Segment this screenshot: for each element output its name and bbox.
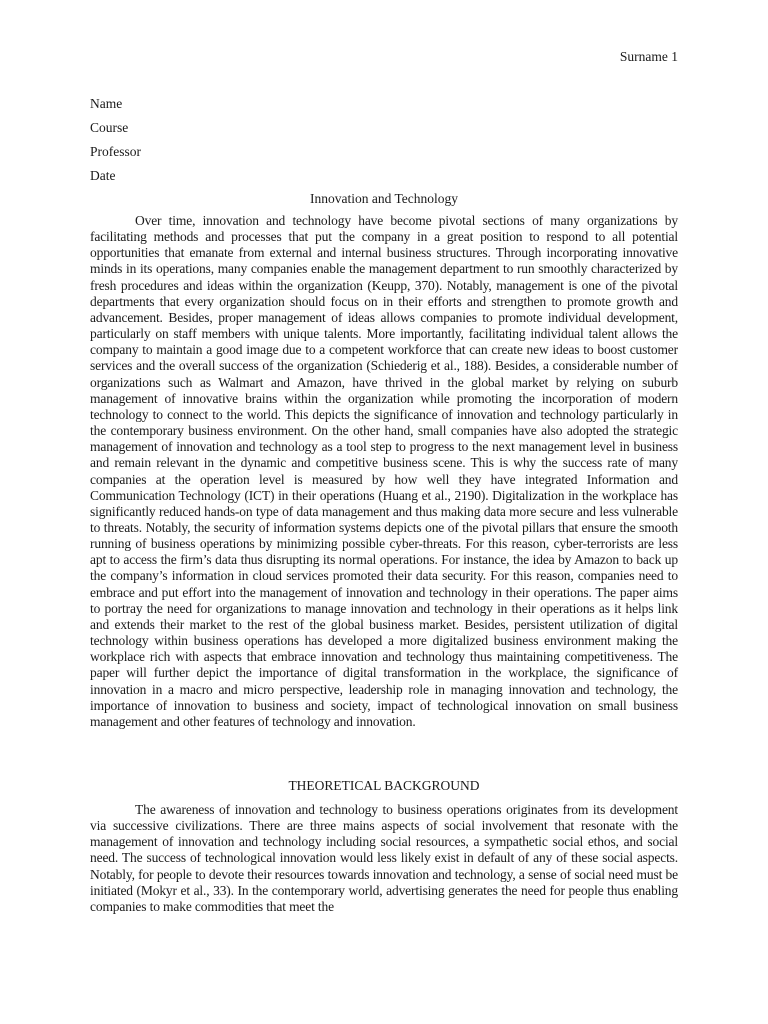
running-head: Surname 1 <box>619 49 678 64</box>
header-course: Course <box>90 120 129 135</box>
header-date: Date <box>90 168 116 183</box>
body-paragraph: The awareness of innovation and technology to business operations originates from its development via successive civilizations. There are three mains aspects of social involvement that resonate with the management of innovation and technology including social resources, a sympathetic social ethos, and social need. The success of technological innovation would less likely exist in default of any of these social aspects. Notably, for people to devote their resources towards innovation and technology, a sense of social need must be initiated (Mokyr et al., 33). In the contemporary world, advertising generates the need for people thus enabling companies to make commodities that meet the <box>90 802 678 914</box>
header-block <box>90 92 678 188</box>
document-title: Innovation and Technology <box>309 191 459 206</box>
body-paragraph: Over time, innovation and technology have become pivotal sections of many organizations by facilitating methods and processes that put the company in a great position to respond to all potential opportunities that emanate from external and internal business structures. Through incorporating innovative minds in its operations, many companies enable the management department to run smoothly characterized by fresh procedures and ideas within the organization (Keupp, 370). Notably, management is one of the pivotal departments that every organization should focus on in their efforts and strengthen to promote growth and advancement. Besides, proper management of ideas allows companies to promote individual development, particularly on staff members with unique talents. More importantly, facilitating individual talent allows the company to maintain a good image due to a competent workforce that can create new ideas to boost customer services and the overall success of the organization (Schiederig et al., 188). Besides, a considerable number of organizations such as Walmart and Amazon, have thrived in the global market by relying on suburb management of innovative brains within the organization while promoting the incorporation of modern technology to connect to the world. This depicts the significance of innovation and technology particularly in the contemporary business environment. On the other hand, small companies have also adopted the strategic management of innovation and technology as a tool step to progress to the next management level in business and remain relevant in the dynamic and competitive business scene. This is why the success rate of many companies at the operation level is measured by how well they have integrated Information and Communication Technology (ICT) in their operations (Huang et al., 2190). Digitalization in the workplace has significantly reduced hands-on type of data management and thus making data more secure and less vulnerable to threats. Notably, the security of information systems depicts one of the pivotal pillars that ensure the smooth running of business operations by minimizing possible cyber-threats. For this reason, cyber-terrorists are less apt to access the firm’s data thus disrupting its normal operations. For instance, the idea by Amazon to back up the company’s information in cloud services promoted their data security. For this reason, companies need to embrace and put effort into the management of innovation and technology in their operations. The paper aims to portray the need for organizations to manage innovation and technology in their operations as it helps link and extends their market to the rest of the global business market. Besides, persistent utilization of digital technology within business operations has developed a more digitalized business environment making the workplace rich with aspects that embrace innovation and technology thus maintaining competitiveness. The paper will further depict the importance of digital transformation in the workplace, the significance of innovation in a macro and micro perspective, leadership role in managing innovation and technology, the importance of innovation to business and society, impact of technological innovation on small business management and other features of technology and innovation. <box>90 213 678 729</box>
section-heading: THEORETICAL BACKGROUND <box>288 778 480 793</box>
header-professor: Professor <box>90 144 141 159</box>
header-name: Name <box>90 96 123 111</box>
